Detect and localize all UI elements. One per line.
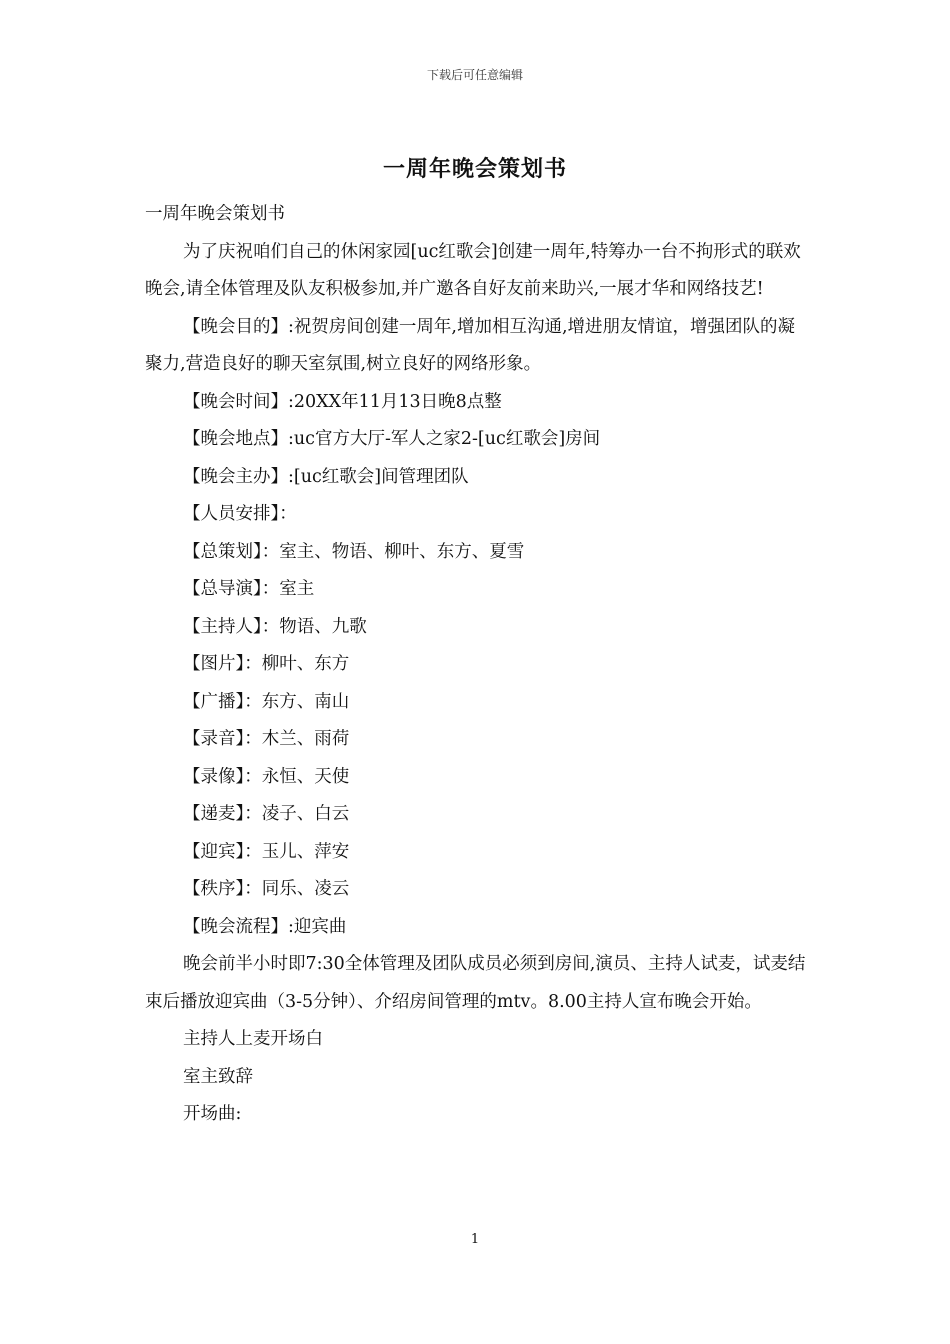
paragraph-audio-recording: 【录音】：木兰、雨荷 <box>183 729 350 749</box>
paragraph-order: 【秩序】：同乐、凌云 <box>183 879 350 899</box>
paragraph-pre-show: 晚会前半小时即7:30全体管理及团队成员必须到房间,演员、主持人试麦，试麦结束后播放迎宾曲（3-5分钟）、介绍房间管理的mtv。8.00主持人宣布晚会开始。 <box>145 954 806 1012</box>
paragraph-reception: 【迎宾】：玉儿、萍安 <box>183 841 350 862</box>
paragraph-pictures: 【图片】：柳叶、东方 <box>183 654 350 674</box>
paragraph-host: 【主持人】：物语、九歌 <box>183 616 367 637</box>
document-title: 一周年晚会策划书 <box>382 156 567 182</box>
paragraph-owner-speech: 室主致辞 <box>183 1066 253 1087</box>
paragraph-chief-planner: 【总策划】：室主、物语、柳叶、东方、夏雪 <box>183 541 525 562</box>
paragraph-organizer: 【晚会主办】:[uc红歌会]间管理团队 <box>183 466 469 487</box>
paragraph-opening-song: 开场曲: <box>183 1104 242 1124</box>
paragraph-broadcast: 【广播】：东方、南山 <box>183 691 350 712</box>
document-body <box>145 196 810 1134</box>
paragraph-opening-remarks: 主持人上麦开场白 <box>183 1029 323 1049</box>
paragraph-subtitle: 一周年晚会策划书 <box>145 204 285 224</box>
paragraph-staffing: 【人员安排】： <box>183 504 297 524</box>
paragraph-location: 【晚会地点】:uc官方大厅-军人之家2-[uc红歌会]房间 <box>183 429 601 449</box>
paragraph-purpose: 【晚会目的】:祝贺房间创建一周年,增加相互沟通,增进朋友情谊，增强团队的凝聚力,营造良好的聊天室氛围,树立良好的网络形象。 <box>145 316 796 374</box>
paragraph-video-recording: 【录像】：永恒、天使 <box>183 766 350 787</box>
paragraph-intro: 为了庆祝咱们自己的休闲家园[uc红歌会]创建一周年,特筹办一台不拘形式的联欢晚会,请全体管理及队友积极参加,并广邀各自好友前来助兴,一展才华和网络技艺! <box>145 241 801 299</box>
paragraph-time: 【晚会时间】:20XX年11月13日晚8点整 <box>183 391 502 412</box>
page-number: 1 <box>470 1232 480 1247</box>
paragraph-program-flow: 【晚会流程】:迎宾曲 <box>183 916 347 937</box>
header-note: 下载后可任意编辑 <box>426 68 523 82</box>
paragraph-chief-director: 【总导演】：室主 <box>183 579 315 599</box>
paragraph-mic-handover: 【递麦】：凌子、白云 <box>183 804 350 824</box>
